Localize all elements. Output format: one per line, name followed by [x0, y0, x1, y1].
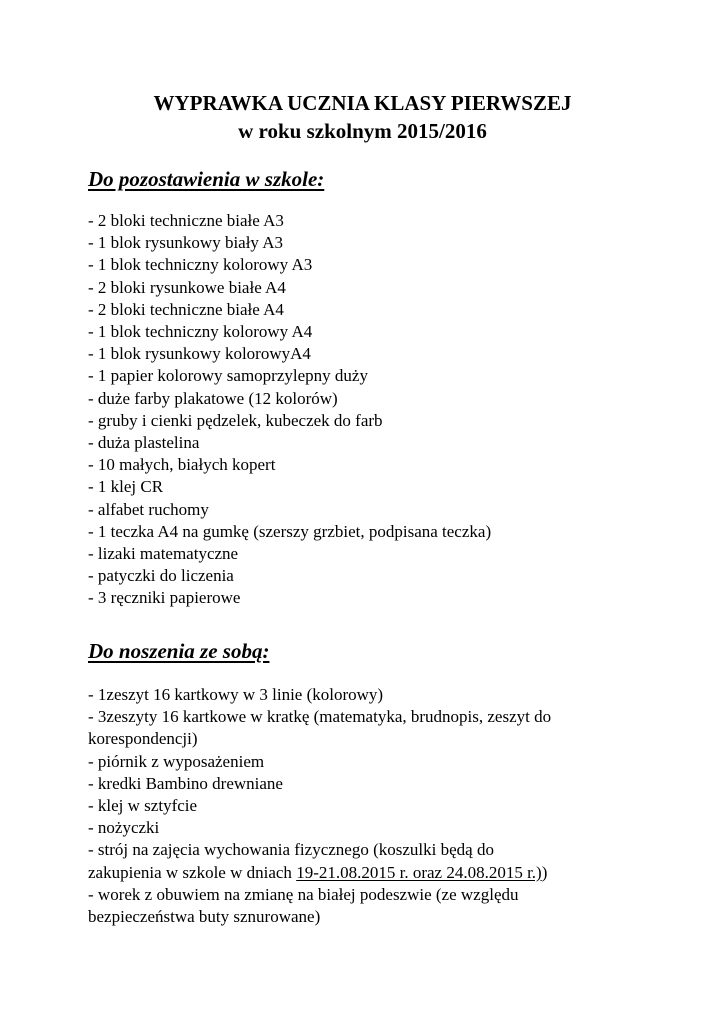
list-item: - 1 blok techniczny kolorowy A3 [88, 255, 313, 275]
list-item-continuation: korespondencji) [88, 729, 198, 749]
list-item: - piórnik z wyposażeniem [88, 751, 265, 771]
list-item: - 3 ręczniki papierowe [88, 588, 241, 608]
list-item-text: ) [541, 862, 548, 882]
list-item: - duża plastelina [88, 433, 200, 453]
list-item: - 2 bloki rysunkowe białe A4 [88, 277, 286, 297]
list-item: - gruby i cienki pędzelek, kubeczek do farb [88, 410, 383, 430]
list-item: - 1 klej CR [88, 477, 164, 497]
list-item: - kredki Bambino drewniane [88, 773, 283, 793]
purchase-dates: 19-21.08.2015 r. oraz 24.08.2015 r.) [296, 862, 542, 882]
carry-supplies-list [88, 684, 688, 928]
list-item: - 2 bloki techniczne białe A3 [88, 211, 284, 230]
list-item: - 1 blok rysunkowy biały A3 [88, 233, 284, 253]
list-item: - 10 małych, białych kopert [88, 455, 276, 475]
list-item: - alfabet ruchomy [88, 499, 209, 519]
list-item-continuation: bezpieczeństwa buty sznurowane) [88, 907, 321, 927]
list-item: - 2 bloki techniczne białe A4 [88, 299, 284, 319]
list-item: - 1 papier kolorowy samoprzylepny duży [88, 366, 368, 386]
list-item: - 1 blok techniczny kolorowy A4 [88, 322, 313, 342]
document-title: WYPRAWKA UCZNIA KLASY PIERWSZEJ [153, 91, 572, 115]
list-item: - 1 blok rysunkowy kolorowyA4 [88, 344, 311, 364]
list-item: - strój na zajęcia wychowania fizycznego (koszulki będą do [88, 840, 494, 860]
list-item: - worek z obuwiem na zmianę na białej podeszwie (ze względu [88, 884, 519, 904]
section-heading-carry: Do noszenia ze sobą: [88, 639, 270, 663]
school-supplies-list [88, 210, 688, 610]
list-item-continuation [88, 862, 688, 884]
list-item: - nożyczki [88, 818, 160, 838]
list-item: - 1zeszyt 16 kartkowy w 3 linie (kolorowy) [88, 685, 384, 704]
list-item: - lizaki matematyczne [88, 544, 239, 564]
list-item-text: zakupienia w szkole w dniach [88, 862, 297, 882]
list-item: - duże farby plakatowe (12 kolorów) [88, 388, 338, 408]
list-item: - patyczki do liczenia [88, 566, 234, 586]
list-item: - klej w sztyfcie [88, 796, 198, 816]
document-subtitle: w roku szkolnym 2015/2016 [238, 119, 487, 143]
list-item: - 1 teczka A4 na gumkę (szerszy grzbiet, podpisana teczka) [88, 521, 492, 541]
list-item: - 3zeszyty 16 kartkowe w kratkę (matematyka, brudnopis, zeszyt do [88, 707, 552, 727]
section-heading-school: Do pozostawienia w szkole: [88, 167, 325, 191]
